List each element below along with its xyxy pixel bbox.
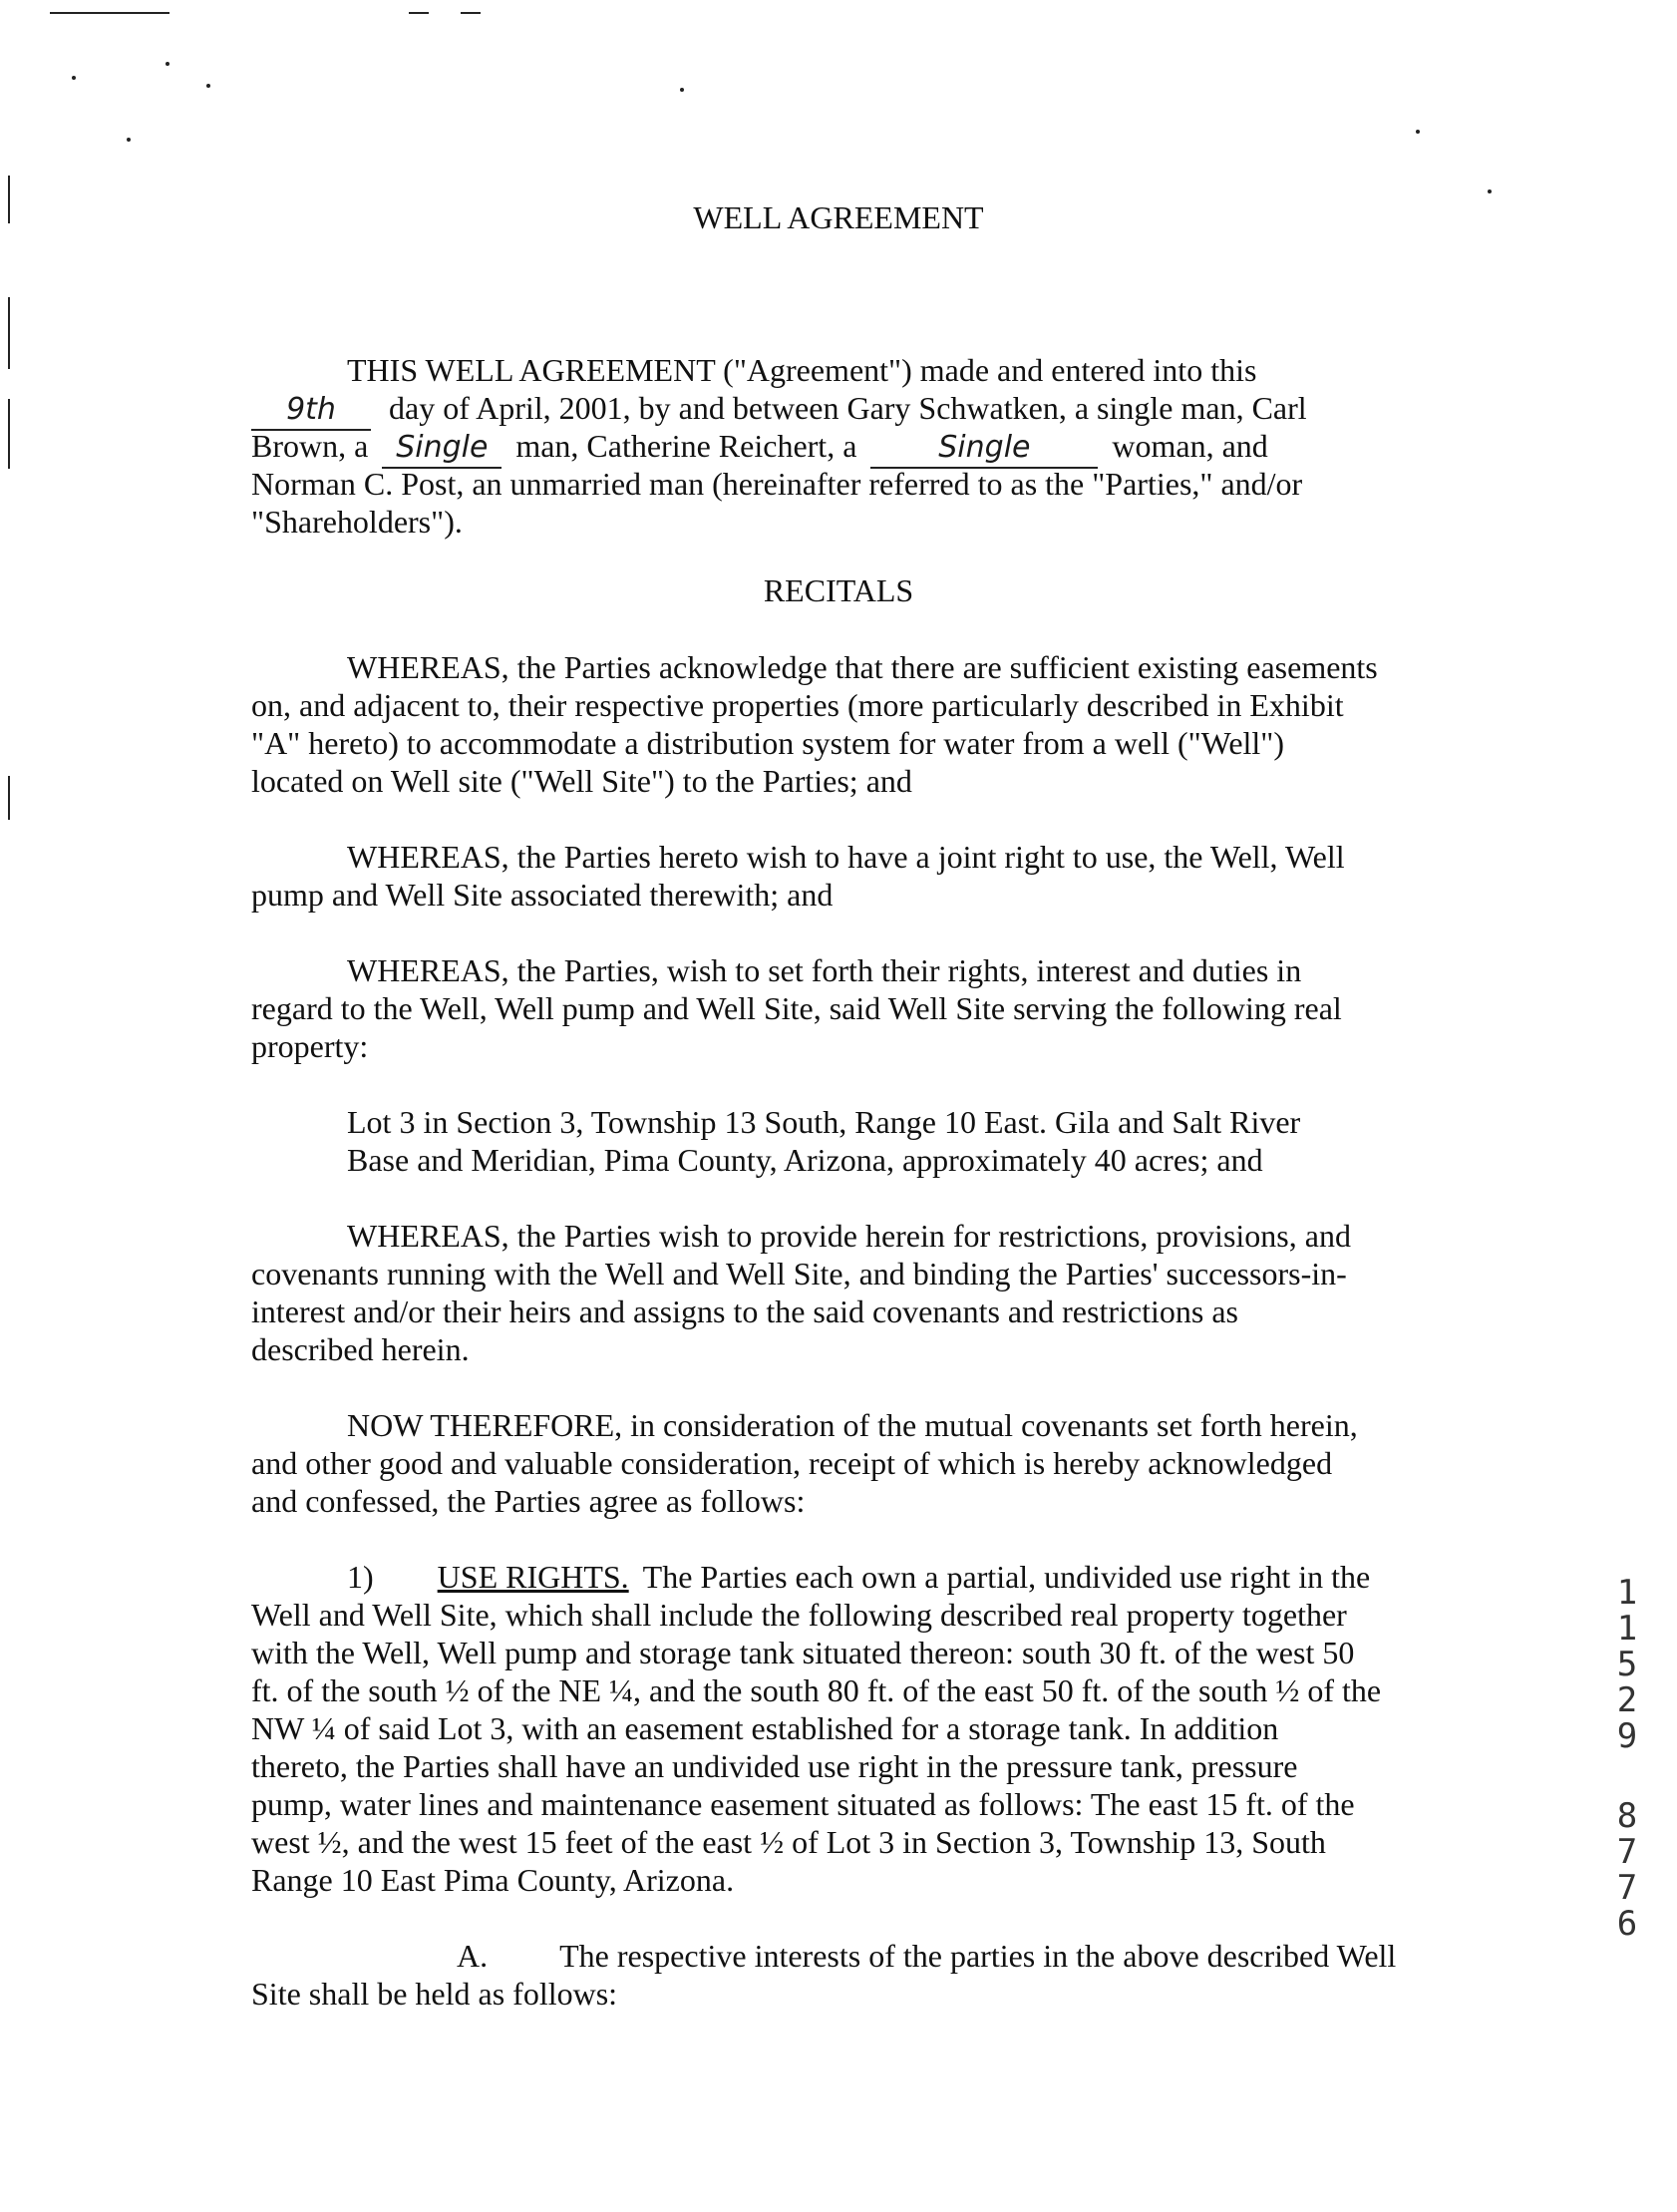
scan-dot [166, 62, 169, 66]
section-1-first-line [347, 1558, 1370, 1596]
section-1-line: thereto, the Parties shall have an undivided use right in the pressure tank, pressure [251, 1748, 1298, 1784]
section-1-line: west ½, and the west 15 feet of the east ½ of Lot 3 in Section 3, Township 13, South [251, 1824, 1326, 1860]
section-a-first-line [457, 1937, 1396, 1975]
section-1-line: Well and Well Site, which shall include the following described real property together [251, 1597, 1347, 1633]
section-1-line: NW ¼ of said Lot 3, with an easement established for a storage tank. In addition [251, 1710, 1279, 1746]
section-1-first-text: The Parties each own a partial, undivided use right in the [642, 1559, 1371, 1595]
section-a-label: A. [457, 1938, 489, 1974]
intro-line-3b: man, Catherine Reichert, a [515, 428, 857, 464]
whereas-1-line: WHEREAS, the Parties acknowledge that there are sufficient existing easements [347, 649, 1378, 685]
whereas-3-line: regard to the Well, Well pump and Well Site, said Well Site serving the following real [251, 990, 1342, 1026]
scan-dot [680, 88, 684, 92]
handwritten-single-2: Single [870, 429, 1098, 469]
stamp-digit: 5 [1616, 1645, 1638, 1684]
whereas-4-line: described herein. [251, 1331, 470, 1367]
scan-mark-top-dash1 [409, 12, 429, 14]
stamp-digit: 1 [1616, 1573, 1638, 1613]
scan-dot [1416, 130, 1420, 134]
section-a-first-text: The respective interests of the parties in the above described Well [559, 1938, 1397, 1974]
whereas-2-line: WHEREAS, the Parties hereto wish to have a joint right to use, the Well, Well [347, 839, 1345, 875]
handwritten-day: 9th [251, 391, 371, 431]
whereas-2-line: pump and Well Site associated therewith; and [251, 877, 834, 913]
intro-line-3a: Brown, a [251, 428, 369, 464]
whereas-1-line: "A" hereto) to accommodate a distribution system for water from a well ("Well") [251, 725, 1285, 761]
intro-line-1: THIS WELL AGREEMENT ("Agreement") made and entered into this [347, 352, 1257, 388]
whereas-4-line: covenants running with the Well and Well Site, and binding the Parties' successors-in- [251, 1256, 1347, 1291]
legal-description-line: Base and Meridian, Pima County, Arizona, approximately 40 acres; and [347, 1142, 1263, 1178]
whereas-3-line: WHEREAS, the Parties, wish to set forth their rights, interest and duties in [347, 952, 1302, 988]
whereas-4-line: interest and/or their heirs and assigns to the said covenants and restrictions as [251, 1293, 1238, 1329]
section-1-line: ft. of the south ½ of the NE ¼, and the south 80 ft. of the east 50 ft. of the south ½ of the [251, 1672, 1382, 1708]
scan-mark-top-dash2 [461, 12, 481, 14]
scan-mark-left-bar2 [8, 297, 10, 369]
intro-line-2-text: day of April, 2001, by and between Gary Schwatken, a single man, Carl [389, 390, 1307, 426]
section-1-number: 1) [347, 1559, 374, 1595]
stamp-digit: 6 [1616, 1904, 1638, 1944]
scan-dot [127, 138, 131, 142]
section-1-line: Range 10 East Pima County, Arizona. [251, 1862, 735, 1898]
now-therefore-line: and other good and valuable consideration, receipt of which is hereby acknowledged [251, 1445, 1333, 1481]
intro-line-4: Norman C. Post, an unmarried man (hereinafter referred to as the "Parties," and/or [251, 466, 1303, 502]
stamp-digit: 2 [1616, 1680, 1638, 1720]
section-1-heading: USE RIGHTS. [437, 1559, 629, 1595]
intro-line-3 [251, 427, 1268, 469]
section-1-line: with the Well, Well pump and storage tank situated thereon: south 30 ft. of the west 50 [251, 1635, 1355, 1670]
stamp-digit: 7 [1616, 1832, 1638, 1872]
scan-mark-left-bar4 [8, 776, 10, 820]
whereas-4-line: WHEREAS, the Parties wish to provide herein for restrictions, provisions, and [347, 1218, 1351, 1254]
whereas-1-line: on, and adjacent to, their respective properties (more particularly described in Exhibit [251, 687, 1344, 723]
scan-mark-top-line [50, 12, 169, 14]
legal-description-line: Lot 3 in Section 3, Township 13 South, Range 10 East. Gila and Salt River [347, 1104, 1301, 1140]
now-therefore-line: NOW THEREFORE, in consideration of the mutual covenants set forth herein, [347, 1407, 1358, 1443]
recitals-heading: RECITALS [763, 572, 914, 608]
handwritten-single-1: Single [382, 429, 502, 469]
scan-dot [72, 76, 76, 80]
now-therefore-line: and confessed, the Parties agree as follows: [251, 1483, 806, 1519]
stamp-digit: 7 [1616, 1868, 1638, 1908]
whereas-3-line: property: [251, 1028, 369, 1064]
scan-dot [206, 84, 210, 88]
whereas-1-line: located on Well site ("Well Site") to the Parties; and [251, 763, 912, 799]
stamp-digit: 9 [1616, 1716, 1638, 1756]
stamp-digit: 8 [1616, 1796, 1638, 1836]
intro-line-3c: woman, and [1112, 428, 1268, 464]
scan-mark-left-bar3 [8, 399, 10, 469]
intro-line-2 [251, 389, 1307, 431]
stamp-digit: 1 [1616, 1609, 1638, 1649]
intro-line-5: "Shareholders"). [251, 504, 463, 540]
section-a-second-line: Site shall be held as follows: [251, 1976, 618, 2012]
scan-dot [1488, 189, 1492, 193]
section-1-line: pump, water lines and maintenance easement situated as follows: The east 15 ft. of the [251, 1786, 1355, 1822]
document-title: WELL AGREEMENT [693, 199, 984, 235]
recording-stamp [1607, 1573, 1647, 1975]
